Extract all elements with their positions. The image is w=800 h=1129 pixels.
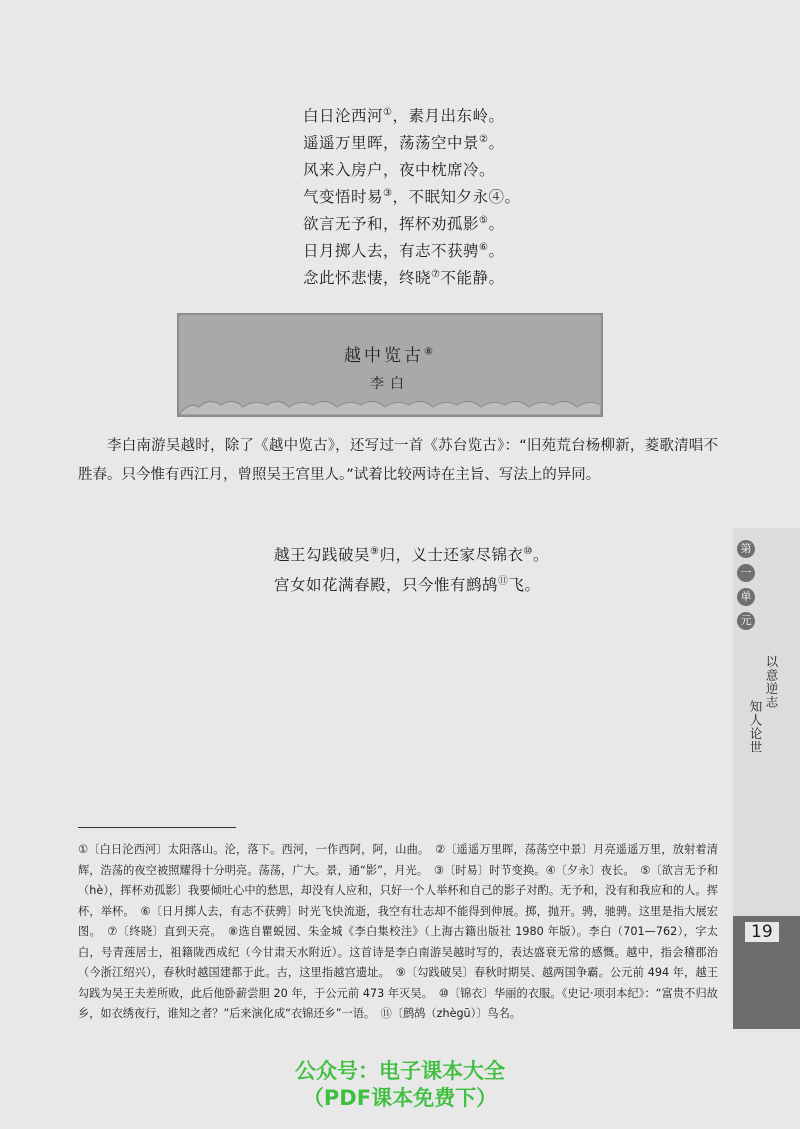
unit-char: 单 bbox=[737, 588, 755, 606]
poem-2 bbox=[274, 540, 714, 600]
page-number: 19 bbox=[745, 922, 779, 942]
poem-title: 越中览古⑧ bbox=[344, 346, 436, 366]
unit-theme-b: 知人论世 bbox=[748, 700, 763, 754]
poem-line: 宫女如花满春殿，只今惟有鹧鸪⑪飞。 bbox=[274, 575, 541, 594]
poem-author: 李白 bbox=[370, 376, 410, 392]
poem-1 bbox=[303, 103, 603, 292]
poem-line: 越王勾践破吴⑨归，义士还家尽锦衣⑩。 bbox=[274, 545, 549, 564]
unit-label bbox=[737, 540, 759, 636]
watermark bbox=[0, 1058, 800, 1112]
poem-line: 气变悟时易③，不眠知夕永④。 bbox=[303, 187, 521, 206]
poem-line: 风来入房户，夜中枕席冷。 bbox=[303, 161, 496, 179]
cloud-pattern-icon bbox=[179, 393, 601, 415]
poem-line: 白日沦西河①，素月出东岭。 bbox=[303, 106, 505, 125]
unit-char: 一 bbox=[737, 564, 755, 582]
footnote-divider bbox=[78, 827, 236, 828]
unit-theme-a: 以意逆志 bbox=[764, 655, 779, 709]
footnotes: ①〔白日沦西河〕太阳落山。沦，落下。西河，一作西阿，阿，山曲。 ②〔遥遥万里晖，荡荡空中景〕月亮遥遥万里，放射着清辉，浩荡的夜空被照耀得十分明亮。荡荡，广大。景，通“影”，月光。 ③〔时易〕时节变换。④〔夕永〕夜长。 ⑤〔欲言无予和（hè），挥杯劝孤影〕我要倾吐心中的愁思，却没有人应和，只好一个人举杯和自己的影子对酌。无予和，没有和我应和的人。挥杯，举杯。 ⑥〔日月掷人去，有志不获骋〕时光飞快流逝，我空有壮志却不能得到伸展。掷，抛开。骋，驰骋。这里是指大展宏图。 ⑦〔终晓〕直到天亮。 ⑧选自瞿蜕园、朱金城《李白集校注》（上海古籍出版社 1980 年版）。李白（701—762），字太白，号青莲居士，祖籍陇西成纪（今甘肃天水附近）。这首诗是李白南游吴越时写的，表达盛衰无常的感慨。越中，指会稽郡治（今浙江绍兴），春秋时越国建都于此。古，这里指越宫遗址。 ⑨〔勾践破吴〕春秋时期吴、越两国争霸。公元前 494 年，越王勾践为吴王夫差所败，此后他卧薪尝胆 20 年，于公元前 473 年灭吴。 ⑩〔锦衣〕华丽的衣服。《史记·项羽本纪》：“富贵不归故乡，如衣绣夜行，谁知之者？”后来演化成“衣锦还乡”一语。 ⑪〔鹧鸪（zhègū）〕鸟名。 bbox=[78, 843, 718, 1020]
poem-title-banner bbox=[177, 313, 603, 417]
poem-line: 念此怀悲悽，终晓⑦不能静。 bbox=[303, 268, 505, 287]
watermark-line: 公众号：电子课本大全 bbox=[295, 1059, 505, 1083]
poem-line: 日月掷人去，有志不获骋⑥。 bbox=[303, 241, 505, 260]
poem-line: 遥遥万里晖，荡荡空中景②。 bbox=[303, 133, 505, 152]
watermark-line: （PDF课本免费下） bbox=[302, 1086, 498, 1110]
unit-char: 元 bbox=[737, 612, 755, 630]
unit-char: 第 bbox=[737, 540, 755, 558]
intro-paragraph: 李白南游吴越时，除了《越中览古》，还写过一首《苏台览古》：“旧苑荒台杨柳新，菱歌清唱不胜春。只今惟有西江月，曾照吴王宫里人。”试着比较两诗在主旨、写法上的异同。 bbox=[78, 438, 718, 483]
poem-line: 欲言无予和，挥杯劝孤影⑤。 bbox=[303, 214, 505, 233]
